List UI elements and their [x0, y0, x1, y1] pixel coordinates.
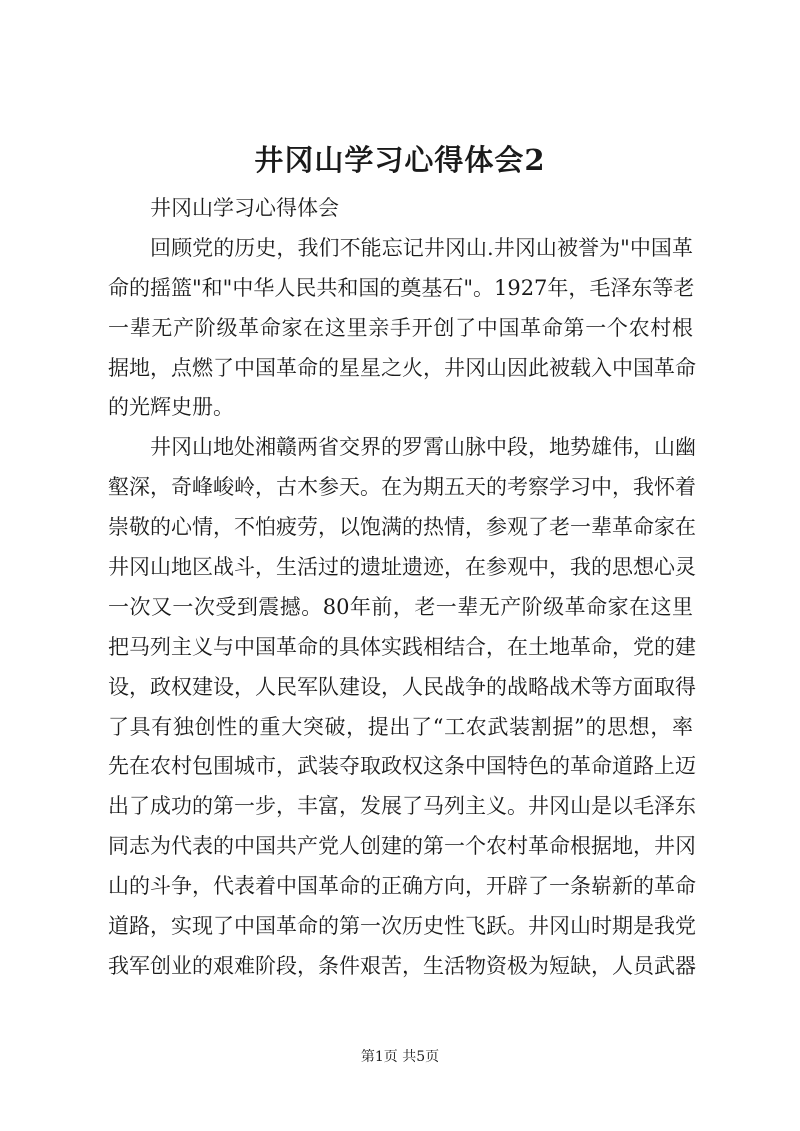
paragraph-2-line: 崇敬的心情，不怕疲劳，以饱满的热情，参观了老一辈革命家在 — [108, 515, 696, 540]
paragraph-1-line: 据地，点燃了中国革命的星星之火，井冈山因此被载入中国革命 — [108, 355, 696, 380]
page-number-footer: 第1页 共5页 — [360, 1049, 440, 1065]
paragraph-2-line: 井冈山地区战斗，生活过的遗址遗迹，在参观中，我的思想心灵 — [108, 555, 696, 580]
paragraph-2-line: 山的斗争，代表着中国革命的正确方向，开辟了一条崭新的革命 — [108, 874, 696, 899]
paragraph-2-line: 出了成功的第一步，丰富，发展了马列主义。井冈山是以毛泽东 — [108, 794, 696, 819]
paragraph-2-line: 设，政权建设，人民军队建设，人民战争的战略战术等方面取得 — [108, 674, 696, 699]
paragraph-1-line: 命的摇篮"和"中华人民共和国的奠基石"。1927年，毛泽东等老 — [108, 275, 695, 300]
paragraph-2-line: 一次又一次受到震撼。80年前，老一辈无产阶级革命家在这里 — [108, 594, 693, 619]
paragraph-1-line: 的光辉史册。 — [108, 395, 234, 420]
paragraph-2-line: 我军创业的艰难阶段，条件艰苦，生活物资极为短缺，人员武器 — [108, 953, 696, 978]
paragraph-1-line: 一辈无产阶级革命家在这里亲手开创了中国革命第一个农村根 — [108, 315, 693, 340]
document-title: 井冈山学习心得体会2 — [254, 143, 546, 177]
paragraph-2-line: 把马列主义与中国革命的具体实践相结合，在土地革命，党的建 — [108, 634, 696, 659]
paragraph-2-line: 道路，实现了中国革命的第一次历史性飞跃。井冈山时期是我党 — [108, 914, 696, 939]
paragraph-1-line: 回顾党的历史，我们不能忘记井冈山.井冈山被誉为"中国革 — [150, 235, 693, 260]
paragraph-2-line: 井冈山地处湘赣两省交界的罗霄山脉中段，地势雄伟，山幽 — [150, 435, 696, 460]
paragraph-2-line: 同志为代表的中国共产党人创建的第一个农村革命根据地，井冈 — [108, 834, 696, 859]
paragraph-2-line: 先在农村包围城市，武装夺取政权这条中国特色的革命道路上迈 — [108, 754, 696, 779]
document-body — [108, 189, 696, 987]
subtitle-line: 井冈山学习心得体会 — [150, 196, 339, 220]
paragraph-2-line: 壑深，奇峰峻岭，古木参天。在为期五天的考察学习中，我怀着 — [108, 475, 696, 500]
paragraph-2-line: 了具有独创性的重大突破，提出了“工农武装割据”的思想，率 — [108, 714, 693, 739]
